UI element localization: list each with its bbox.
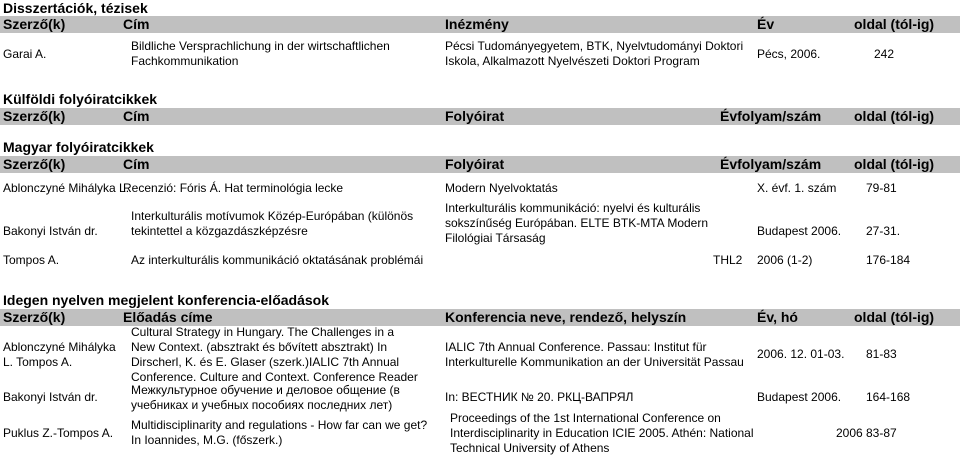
row-date: Budapest 2006. <box>757 390 842 404</box>
col-header-journal: Folyóirat <box>445 156 505 172</box>
col-header-pages: oldal (tól-ig) <box>854 156 935 172</box>
row-author: Garai A. <box>3 47 47 61</box>
col-header-lecture-title: Előadás címe <box>123 309 213 325</box>
col-header-author: Szerző(k) <box>3 309 66 325</box>
row-journal: Modern Nyelvoktatás <box>445 181 558 195</box>
col-header-volume: Évfolyam/szám <box>720 108 822 124</box>
row-conference: IALIC 7th Annual Conference. Passau: Institut für Interkulturelle Kommunikation an der Universität Passau <box>445 340 744 369</box>
section-title-foreign-journals: Külföldi folyóiratcikkek <box>3 91 158 107</box>
row-title: Az interkulturális kommunikáció oktatásának problémái <box>131 253 424 267</box>
row-author: Ablonczyné Mihályka L. Tompos A. <box>3 340 116 369</box>
row-title: Межкультурное обучение и деловое общение (в учебниках и учебных пособиях последних лет) <box>131 383 400 412</box>
row-author: Bakonyi István dr. <box>3 390 98 404</box>
row-pages: 81-83 <box>866 347 897 361</box>
col-header-author: Szerző(k) <box>3 16 66 32</box>
row-title: Recenzió: Fóris Á. Hat terminológia lecke <box>123 181 344 195</box>
col-header-title: Cím <box>123 108 150 124</box>
col-header-author: Szerző(k) <box>3 156 66 172</box>
row-volume: X. évf. 1. szám <box>757 181 837 195</box>
row-date: 2006 <box>836 426 863 440</box>
row-year: Pécs, 2006. <box>757 47 821 61</box>
row-author: Ablonczyné Mihályka L. <box>3 181 130 195</box>
row-volume: 2006 (1-2) <box>757 253 813 267</box>
row-journal: Interkulturális kommunikáció: nyelvi és kulturális sokszínűség Európában. ELTE BTK-MTA Modern Filológiai Társaság <box>445 201 709 245</box>
row-institution: Pécsi Tudományegyetem, BTK, Nyelvtudományi Doktori Iskola, Alkalmazott Nyelvészeti Doktori Program <box>445 39 744 68</box>
col-header-year: Év <box>757 16 775 32</box>
row-volume: Budapest 2006. <box>757 224 842 238</box>
row-conference: In: ВЕСТНИК № 20. РКЦ-ВАПРЯЛ <box>445 390 634 404</box>
col-header-pages: oldal (tól-ig) <box>854 309 935 325</box>
col-header-pages: oldal (tól-ig) <box>854 108 935 124</box>
header-row-foreign-journals <box>0 108 960 125</box>
row-title: Bildliche Versprachlichung in der wirtschaftlichen Fachkommunikation <box>131 39 390 68</box>
row-conference: Proceedings of the 1st International Conference on Interdisciplinarity in Education ICIE 2005. Athén: National Technical University of Athens <box>450 411 754 455</box>
row-journal: THL2 <box>713 253 743 267</box>
col-header-pages: oldal (tól-ig) <box>854 16 935 32</box>
row-pages: 176-184 <box>866 253 911 267</box>
row-author: Bakonyi István dr. <box>3 224 98 238</box>
row-pages: 164-168 <box>866 390 911 404</box>
section-title-hungarian-journals: Magyar folyóiratcikkek <box>3 139 154 155</box>
row-pages: 27-31. <box>866 224 901 238</box>
section-title-dissertations: Disszertációk, tézisek <box>3 0 148 16</box>
row-title: Interkulturális motívumok Közép-Európában (különös tekintettel a közgazdászképzésre <box>131 209 414 238</box>
col-header-title: Cím <box>123 156 150 172</box>
col-header-institution: Inézmény <box>445 16 509 32</box>
header-row-hungarian-journals <box>0 156 960 173</box>
col-header-date: Év, hó <box>757 309 798 325</box>
col-header-volume: Évfolyam/szám <box>720 156 822 172</box>
row-date: 2006. 12. 01-03. <box>757 347 845 361</box>
col-header-journal: Folyóirat <box>445 108 505 124</box>
row-pages: 79-81 <box>866 181 897 195</box>
row-pages: 242 <box>874 47 895 61</box>
row-title: Multidisciplinarity and regulations - How far can we get? In Ioannides, M.G. (főszerk.) <box>131 418 428 447</box>
col-header-conference: Konferencia neve, rendező, helyszín <box>445 309 687 325</box>
row-author: Puklus Z.-Tompos A. <box>3 426 114 440</box>
section-title-foreign-conferences: Idegen nyelven megjelent konferencia-előadások <box>3 292 329 308</box>
row-title: Cultural Strategy in Hungary. The Challenges in a New Context. (absztrakt és bővített absztrakt) In Dirscherl, K. és E. Glaser (szerk.)IALIC 7th Annual Conference. Culture and Context. Conference Reader <box>131 325 418 384</box>
row-pages: 83-87 <box>866 426 897 440</box>
header-row-foreign-conferences <box>0 309 960 326</box>
header-row-dissertations <box>0 16 960 33</box>
col-header-title: Cím <box>123 16 150 32</box>
row-author: Tompos A. <box>3 253 60 267</box>
col-header-author: Szerző(k) <box>3 108 66 124</box>
